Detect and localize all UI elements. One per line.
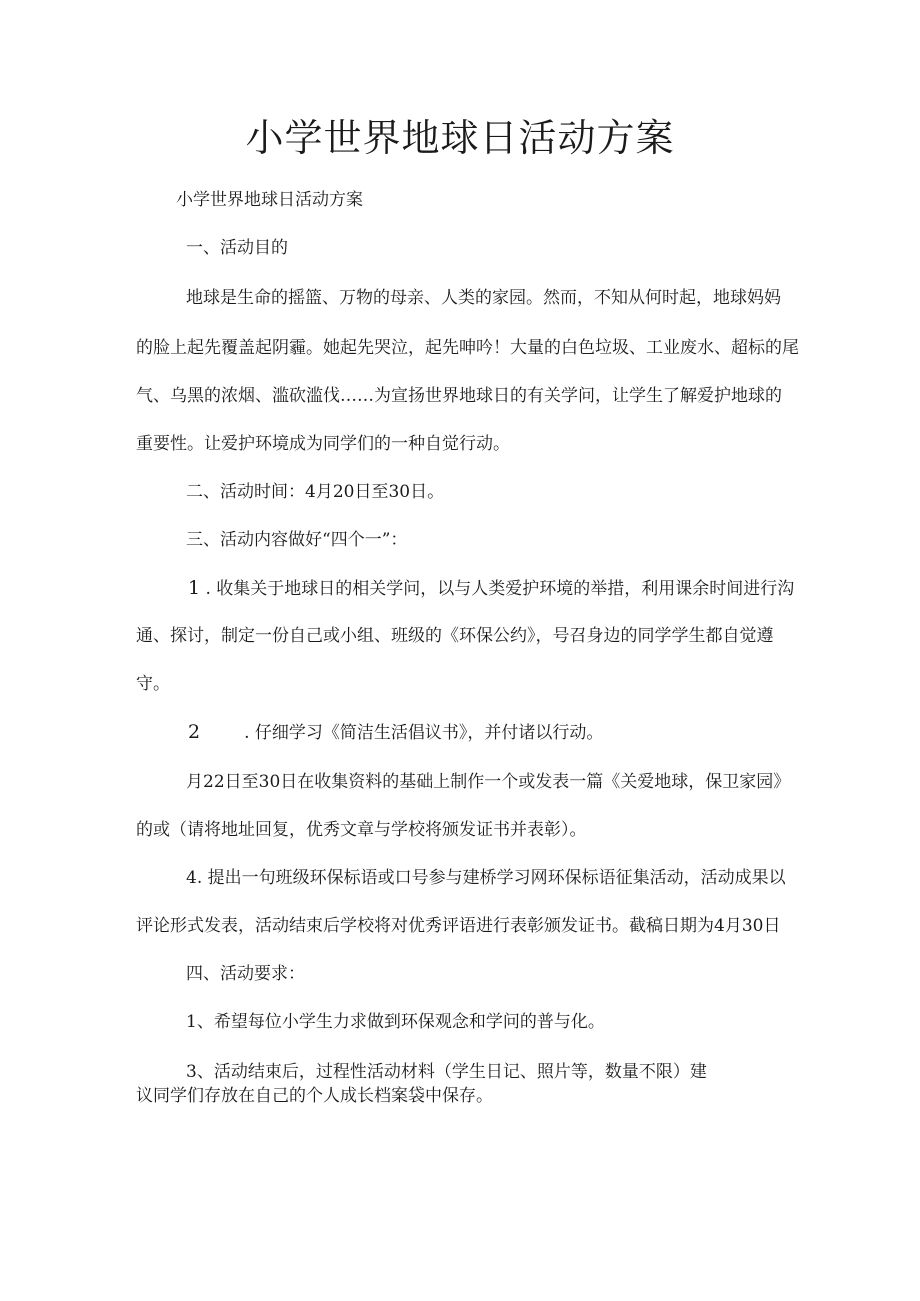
paragraph-line: 议同学们存放在自己的个人成长档案袋中保存。 <box>136 1086 493 1106</box>
paragraph-line: 守。 <box>136 674 170 694</box>
paragraph-line: 月22日至30日在收集资料的基础上制作一个或发表一篇《关爱地球，保卫家园》 <box>186 772 791 792</box>
list-item-number: 1 <box>188 577 201 599</box>
paragraph-line: 地球是生命的摇篮、万物的母亲、人类的家园。然而，不知从何时起，地球妈妈 <box>186 288 781 308</box>
section-heading-time: 二、活动时间：4月20日至30日。 <box>186 482 445 502</box>
subtitle: 小学世界地球日活动方案 <box>176 190 363 210</box>
section-heading-requirements: 四、活动要求： <box>186 964 305 984</box>
paragraph-line: 通、探讨，制定一份自己或小组、班级的《环保公约》，号召身边的同学学生都自觉遵 <box>136 626 774 646</box>
paragraph-line: 评论形式发表，活动结束后学校将对优秀评语进行表彰颁发证书。截稿日期为4月30日 <box>136 916 781 936</box>
requirement-item: 3、活动结束后，过程性活动材料（学生日记、照片等，数量不限）建 <box>186 1062 707 1082</box>
paragraph-line: 的脸上起先覆盖起阴霾。她起先哭泣，起先呻吟！大量的白色垃圾、工业废水、超标的尾 <box>136 338 799 358</box>
section-heading-purpose: 一、活动目的 <box>186 238 288 258</box>
paragraph-line: 重要性。让爱护环境成为同学们的一种自觉行动。 <box>136 434 510 454</box>
paragraph-line: 的或（请将地址回复，优秀文章与学校将颁发证书并表彰）。 <box>136 820 587 840</box>
paragraph-line: 气、乌黑的浓烟、滥砍滥伐……为宣扬世界地球日的有关学问，让学生了解爱护地球的 <box>136 386 782 406</box>
page-title: 小学世界地球日活动方案 <box>245 116 675 160</box>
requirement-item: 1、希望每位小学生力求做到环保观念和学问的普与化。 <box>186 1012 605 1032</box>
list-item-1-line <box>188 576 794 601</box>
paragraph-line: 4. 提出一句班级环保标语或口号参与建桥学习网环保标语征集活动，活动成果以 <box>186 868 786 888</box>
list-item-number: 2 <box>188 721 201 743</box>
list-item-text: . 仔细学习《简洁生活倡议书》，并付诸以行动。 <box>244 723 604 743</box>
section-heading-content: 三、活动内容做好“四个一”： <box>186 530 408 550</box>
list-item-text: . 收集关于地球日的相关学问，以与人类爱护环境的举措，利用课余时间进行沟 <box>205 579 795 599</box>
list-item-2-line <box>188 720 603 745</box>
